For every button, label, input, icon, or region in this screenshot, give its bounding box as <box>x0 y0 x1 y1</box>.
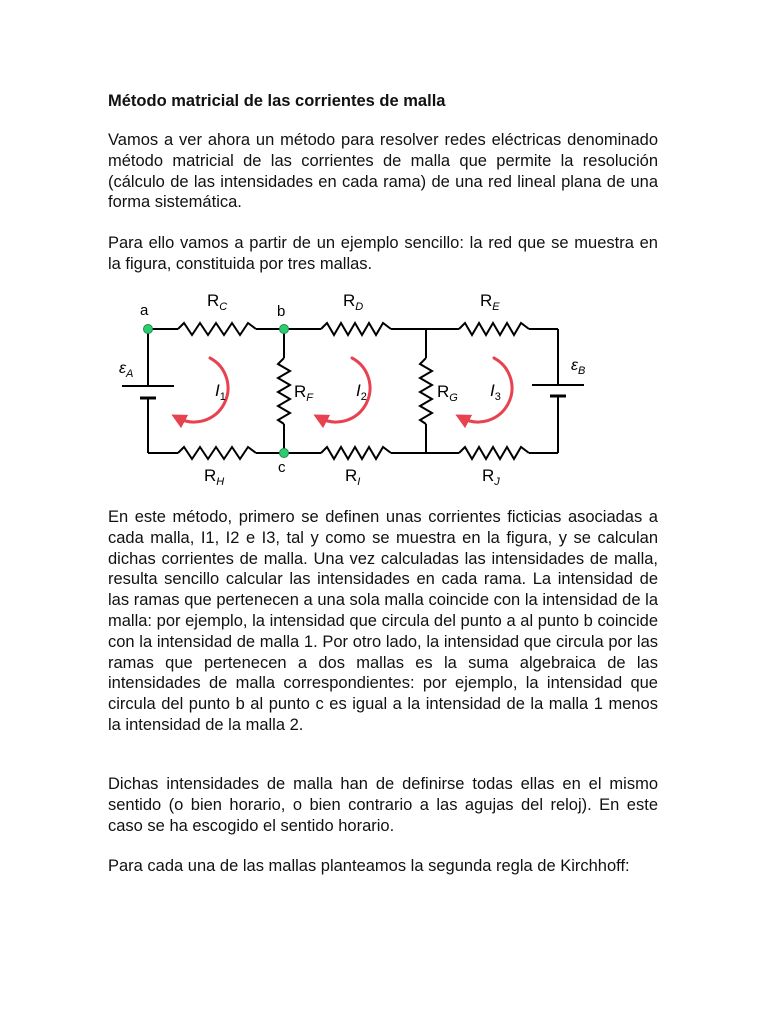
resistor-ri <box>321 447 391 459</box>
paragraph-direction: Dichas intensidades de malla han de definirse todas ellas en el mismo sentido (o bien horario, o bien contrario a las agujas del reloj). En este caso se ha escogido el sentido horario. <box>108 775 658 835</box>
circuit-diagram <box>112 288 592 488</box>
label-rc: $R_C$ <box>207 291 228 313</box>
label-i2: $I_2$ <box>356 381 367 403</box>
resistor-rg <box>420 358 432 424</box>
paragraph-intro: Vamos a ver ahora un método para resolver redes eléctricas denominado método matricial de las corrientes de malla que permite la resolución (cálculo de las intensidades en cada rama) de una red lineal plana de una forma sistemática. <box>108 131 658 212</box>
label-ri: $R_I$ <box>345 466 361 488</box>
label-re: $R_E$ <box>480 291 500 313</box>
node-label-b: b <box>277 303 286 320</box>
resistor-rh <box>178 447 256 459</box>
label-rj: $R_J$ <box>482 466 500 488</box>
paragraph-method: En este método, primero se definen unas corrientes ficticias asociadas a cada malla, I1, I2 e I3, tal y como se muestra en la figura, y se calculan dichas corrientes de malla. Una vez calculadas las intensidades de malla, resulta sencillo calcular las intensidades en cada rama. La intensidad de las ramas que pertenecen a una sola malla coincide con la intensidad de la malla: por ejemplo, la intensidad que circula del punto a al punto b coincide con la intensidad de malla 1. Por otro lado, la intensidad que circula por las ramas que pertenecen a dos mallas es la suma algebraica de las intensidades de malla correspondientes: por ejemplo, la intensidad que circula del punto b al punto c es igual a la intensidad de la malla 1 menos la intensidad de la malla 2. <box>108 508 658 734</box>
node-label-c: c <box>278 459 286 476</box>
label-rf: $R_F$ <box>294 382 314 404</box>
resistor-rf <box>278 358 290 424</box>
node-b <box>280 325 289 334</box>
paragraph-example: Para ello vamos a partir de un ejemplo sencillo: la red que se muestra en la figura, constituida por tres mallas. <box>108 234 658 273</box>
label-source-b: $\varepsilon_B$ <box>571 357 586 377</box>
node-label-a: a <box>140 302 149 319</box>
resistor-rc <box>178 323 256 335</box>
label-i3: $I_3$ <box>490 381 501 403</box>
mesh-arrow-1 <box>178 358 228 422</box>
mesh-arrow-3 <box>462 358 512 422</box>
resistor-re <box>459 323 529 335</box>
battery-a <box>122 386 174 398</box>
resistor-rd <box>321 323 391 335</box>
section-title: Método matricial de las corrientes de malla <box>108 92 446 110</box>
resistor-rj <box>459 447 529 459</box>
paragraph-kirchhoff: Para cada una de las mallas planteamos la segunda regla de Kirchhoff: <box>108 857 630 875</box>
battery-b <box>532 385 584 396</box>
label-rd: $R_D$ <box>343 291 364 313</box>
label-i1: $I_1$ <box>215 381 226 403</box>
node-a <box>144 325 153 334</box>
mesh-arrow-2 <box>320 358 370 422</box>
label-rg: $R_G$ <box>437 382 458 404</box>
node-c <box>280 449 289 458</box>
label-rh: $R_H$ <box>204 466 225 488</box>
label-source-a: $\varepsilon_A$ <box>119 360 134 380</box>
